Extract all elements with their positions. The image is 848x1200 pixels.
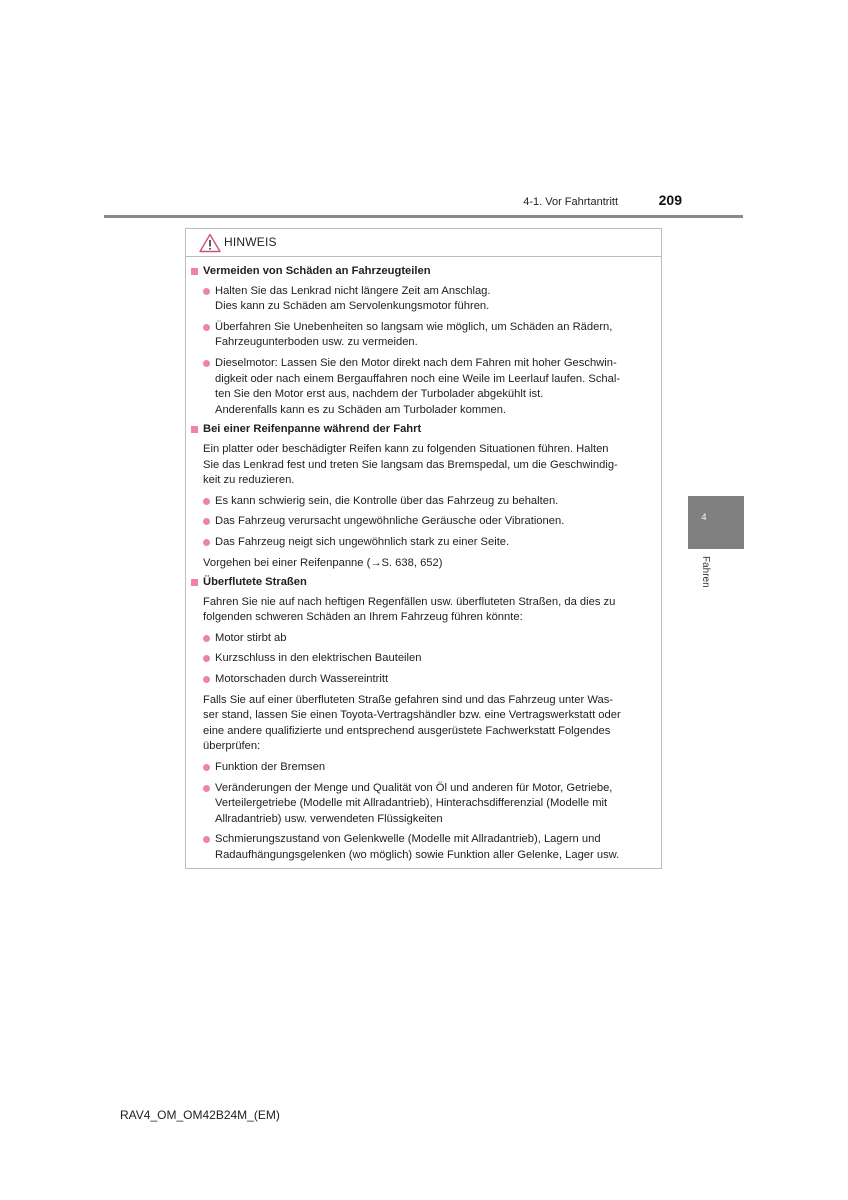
chapter-tab[interactable] — [688, 496, 744, 549]
cross-reference[interactable]: Vorgehen bei einer Reifenpanne (→S. 638, 652) — [203, 556, 443, 569]
square-bullet-icon — [191, 579, 198, 586]
list-item: Das Fahrzeug verursacht ungewöhnliche Geräusche oder Vibrationen. — [191, 514, 658, 530]
list-item: Halten Sie das Lenkrad nicht längere Zeit am Anschlag. Dies kann zu Schäden am Servolenkungsmotor führen. — [191, 284, 658, 315]
paragraph: Ein platter oder beschädigter Reifen kann zu folgenden Situationen führen. Halten Sie das Lenkrad fest und treten Sie langsam das Bremspedal, um die Geschwindig- keit zu reduzieren. — [203, 442, 618, 487]
notice-title: HINWEIS — [224, 235, 277, 249]
list-item: Das Fahrzeug neigt sich ungewöhnlich stark zu einer Seite. — [191, 535, 658, 551]
chapter-number: 4 — [701, 512, 707, 522]
chapter-label — [699, 556, 711, 596]
section-title: 4-1. Vor Fahrtantritt — [523, 196, 618, 208]
list-item: Motorschaden durch Wassereintritt — [191, 672, 658, 688]
chapter-label-text: Fahren — [700, 556, 711, 588]
bullet-icon — [203, 836, 210, 843]
list-item: Funktion der Bremsen — [191, 760, 658, 776]
section-heading: Überflutete Straßen — [191, 575, 658, 591]
warning-triangle-icon — [199, 233, 221, 253]
bullet-icon — [203, 655, 210, 662]
bullet-icon — [203, 676, 210, 683]
square-bullet-icon — [191, 426, 198, 433]
paragraph: Falls Sie auf einer überfluteten Straße gefahren sind und das Fahrzeug unter Was- ser stand, lassen Sie einen Toyota-Vertragshändler bzw. eine Vertragswerkstatt oder eine andere qualifizierte und entsprechend ausgerüstete Fachwerkstatt Folgendes überprüfen: — [203, 693, 621, 753]
section-heading: Vermeiden von Schäden an Fahrzeugteilen — [191, 264, 658, 280]
bullet-icon — [203, 785, 210, 792]
bullet-icon — [203, 360, 210, 367]
paragraph: Fahren Sie nie auf nach heftigen Regenfällen usw. überfluteten Straßen, da dies zu folgenden schweren Schäden an Ihrem Fahrzeug führen könnte: — [203, 595, 616, 624]
bullet-icon — [203, 635, 210, 642]
list-item: Kurzschluss in den elektrischen Bauteilen — [191, 651, 658, 667]
notice-content — [191, 264, 658, 864]
notice-box — [185, 228, 662, 869]
list-item: Es kann schwierig sein, die Kontrolle über das Fahrzeug zu behalten. — [191, 494, 658, 510]
notice-header — [186, 229, 661, 257]
bullet-icon — [203, 288, 210, 295]
bullet-icon — [203, 324, 210, 331]
header-rule — [104, 215, 743, 218]
document-code: RAV4_OM_OM42B24M_(EM) — [120, 1108, 280, 1122]
bullet-icon — [203, 539, 210, 546]
bullet-icon — [203, 498, 210, 505]
section-heading: Bei einer Reifenpanne während der Fahrt — [191, 422, 658, 438]
square-bullet-icon — [191, 268, 198, 275]
bullet-icon — [203, 764, 210, 771]
bullet-icon — [203, 518, 210, 525]
list-item: Dieselmotor: Lassen Sie den Motor direkt nach dem Fahren mit hoher Geschwin- digkeit oder nach einem Bergauffahren noch eine Weile im Leerlauf laufen. Schal- ten Sie den Motor erst aus, nachdem der Turbolader abgekühlt ist. Anderenfalls kann es zu Schäden am Turbolader kommen. — [191, 356, 658, 418]
list-item: Schmierungszustand von Gelenkwelle (Modelle mit Allradantrieb), Lagern und Radaufhängungsgelenken (wo möglich) sowie Funktion aller Gelenke, Lager usw. — [191, 832, 658, 863]
page-number: 209 — [658, 192, 682, 208]
list-item: Veränderungen der Menge und Qualität von Öl und anderen für Motor, Getriebe, Verteilergetriebe (Modelle mit Allradantrieb), Hinterachsdifferenzial (Modelle mit Allradantrieb) usw. verwendeten Flüssigkeiten — [191, 781, 658, 828]
list-item: Überfahren Sie Unebenheiten so langsam wie möglich, um Schäden an Rädern, Fahrzeugunterboden usw. zu vermeiden. — [191, 320, 658, 351]
list-item: Motor stirbt ab — [191, 631, 658, 647]
